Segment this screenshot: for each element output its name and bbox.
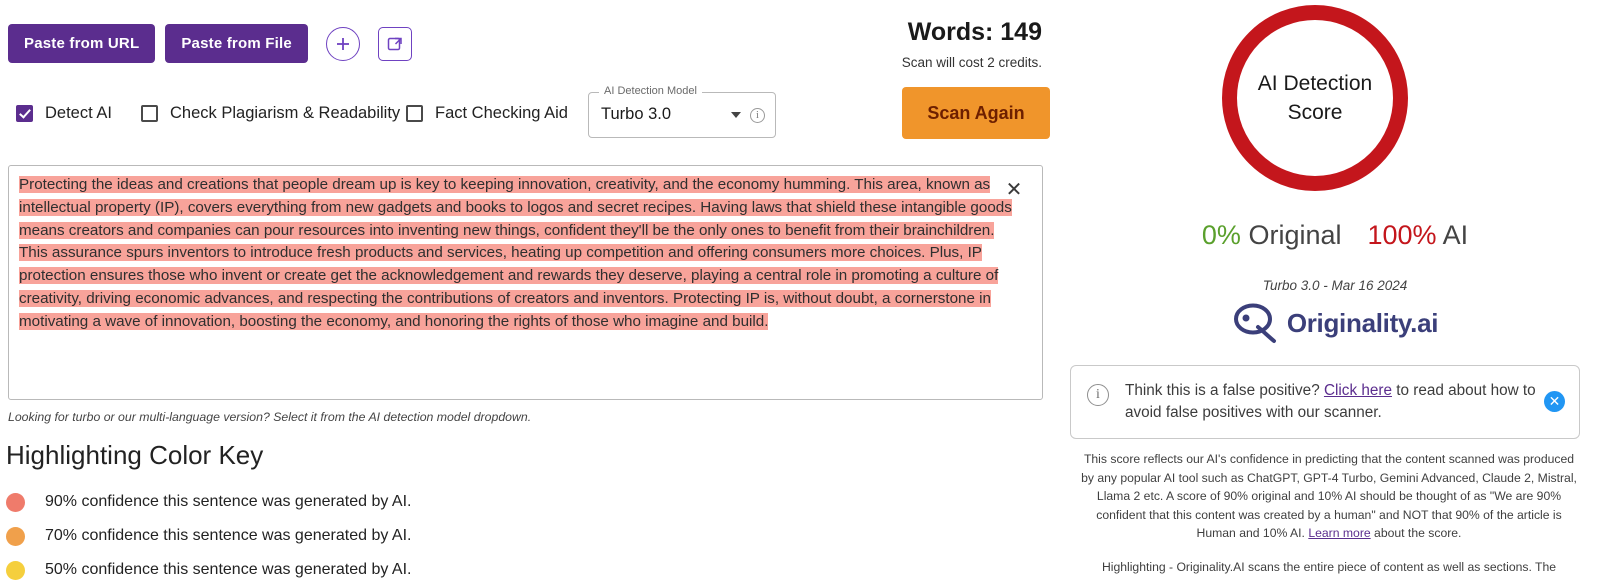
confidence-dot-90: [6, 493, 25, 512]
original-score-label: Original: [1248, 220, 1342, 250]
list-item: [6, 519, 906, 553]
originality-logo-icon: [1232, 302, 1278, 344]
plagiarism-checkbox-box[interactable]: [141, 105, 158, 122]
info-icon[interactable]: i: [750, 108, 765, 123]
ai-detection-score-ring: [1222, 5, 1408, 191]
checkbox-detect-ai[interactable]: [16, 104, 112, 123]
ai-score: [1368, 220, 1469, 250]
notice-text-after: to read about how to avoid false positives with our scanner.: [1125, 382, 1536, 421]
close-circle-icon[interactable]: ✕: [1544, 391, 1565, 412]
false-positive-link[interactable]: Click here: [1323, 382, 1392, 399]
original-score-value: 0%: [1201, 220, 1241, 250]
word-count-block: [902, 18, 1042, 70]
color-key-label: 50% confidence this sentence was generated by AI.: [45, 561, 412, 578]
model-version-date: Turbo 3.0 - Mar 16 2024: [1262, 278, 1408, 293]
ring-label-line1: AI Detection: [1257, 72, 1373, 95]
color-key-label: 70% confidence this sentence was generated by AI.: [45, 527, 412, 544]
score-disclaimer: [1070, 450, 1588, 543]
brand-name-suffix: .ai: [1410, 307, 1439, 338]
paste-from-file-button[interactable]: Paste from File: [165, 24, 308, 63]
color-key-title: Highlighting Color Key: [6, 440, 264, 470]
checkbox-plagiarism[interactable]: [141, 104, 400, 123]
ai-detection-model-select[interactable]: [588, 85, 776, 138]
brand-logo: [1070, 302, 1600, 344]
detect-ai-checkbox-box[interactable]: [16, 105, 33, 122]
notice-text-before: Think this is a false positive?: [1125, 382, 1324, 399]
chevron-down-icon[interactable]: [731, 112, 741, 118]
content-textarea[interactable]: [8, 165, 1043, 400]
disclaimer-text-after: about the score.: [1370, 526, 1462, 540]
fact-checking-label: Fact Checking Aid: [435, 104, 568, 122]
score-summary: [1070, 220, 1600, 251]
disclaimer-text: This score reflects our AI's confidence in predicting that the content scanned was produced by any popular AI tool such as ChatGPT, GPT-4 Turbo, Gemini Advanced, Claude 2, Mistral, Llama 2 etc. A score of 90% original and 10% AI should be thought of as "We are 90% confident that this content was created by a human" and NOT that 90% of the article is Human and 10% AI.: [1081, 452, 1577, 540]
external-link-icon[interactable]: [378, 27, 412, 61]
original-score: [1202, 220, 1342, 250]
confidence-dot-70: [6, 527, 25, 546]
close-icon[interactable]: ✕: [1005, 179, 1023, 201]
result-panel: [1070, 0, 1600, 582]
learn-more-link[interactable]: Learn more: [1308, 526, 1371, 540]
confidence-dot-50: [6, 561, 25, 580]
ring-label: [1258, 69, 1372, 127]
credit-cost: Scan will cost 2 credits.: [901, 55, 1042, 70]
model-hint: Looking for turbo or our multi-language version? Select it from the AI detection model dropdown.: [8, 410, 532, 424]
ai-detection-model-value: Turbo 3.0: [601, 105, 672, 123]
list-item: [6, 485, 906, 519]
highlighted-text: [19, 174, 1024, 334]
list-item: [6, 553, 906, 582]
ring-label-line2: Score: [1287, 101, 1343, 124]
plagiarism-label: Check Plagiarism & Readability: [170, 104, 401, 122]
scan-options-row: [8, 85, 1063, 152]
color-key-label: 90% confidence this sentence was generated by AI.: [45, 493, 412, 510]
ai-score-value: 100%: [1367, 220, 1437, 250]
info-icon: i: [1087, 384, 1109, 406]
plus-icon[interactable]: [326, 27, 360, 61]
notice-text: [1125, 380, 1539, 424]
highlighting-disclaimer: Highlighting - Originality.AI scans the entire piece of content as well as sections. The: [1101, 560, 1557, 574]
word-count: Words: 149: [907, 18, 1042, 46]
scan-again-button[interactable]: Scan Again: [902, 87, 1050, 139]
paste-toolbar: [8, 24, 412, 63]
checkbox-fact-checking[interactable]: [406, 104, 568, 123]
false-positive-notice: [1070, 365, 1580, 439]
brand-name: [1287, 308, 1438, 339]
ai-score-label: AI: [1442, 220, 1469, 250]
color-key-list: [6, 485, 906, 582]
brand-name-main: Originality: [1286, 307, 1411, 338]
highlighted-sentence: Protecting the ideas and creations that people dream up is key to keeping innovation, creativity, and the economy humming. This area, known as intellectual property (IP), covers everything from new gadgets and books to logos and secret recipes. Having laws that shield these intangible goods means creators and companies can pour resources into inventing new things, confident they'll be the only ones to benefit from their brainchildren. This assurance spurs inventors to introduce fresh products and services, heating up competition and offering consumers more choices. Plus, IP protection ensures those who invent or create get the acknowledgement and rewards they deserve, playing a central role in promoting a culture of creativity, driving economic advances, and respecting the contributions of creators and inventors. Protecting IP is, without doubt, a cornerstone in motivating a wave of innovation, boosting the economy, and honoring the rights of those who imagine and build.: [19, 176, 1012, 330]
paste-from-url-button[interactable]: Paste from URL: [8, 24, 155, 63]
ai-detection-model-legend: AI Detection Model: [599, 85, 702, 97]
detect-ai-label: Detect AI: [45, 104, 112, 122]
fact-checking-checkbox-box[interactable]: [406, 105, 423, 122]
